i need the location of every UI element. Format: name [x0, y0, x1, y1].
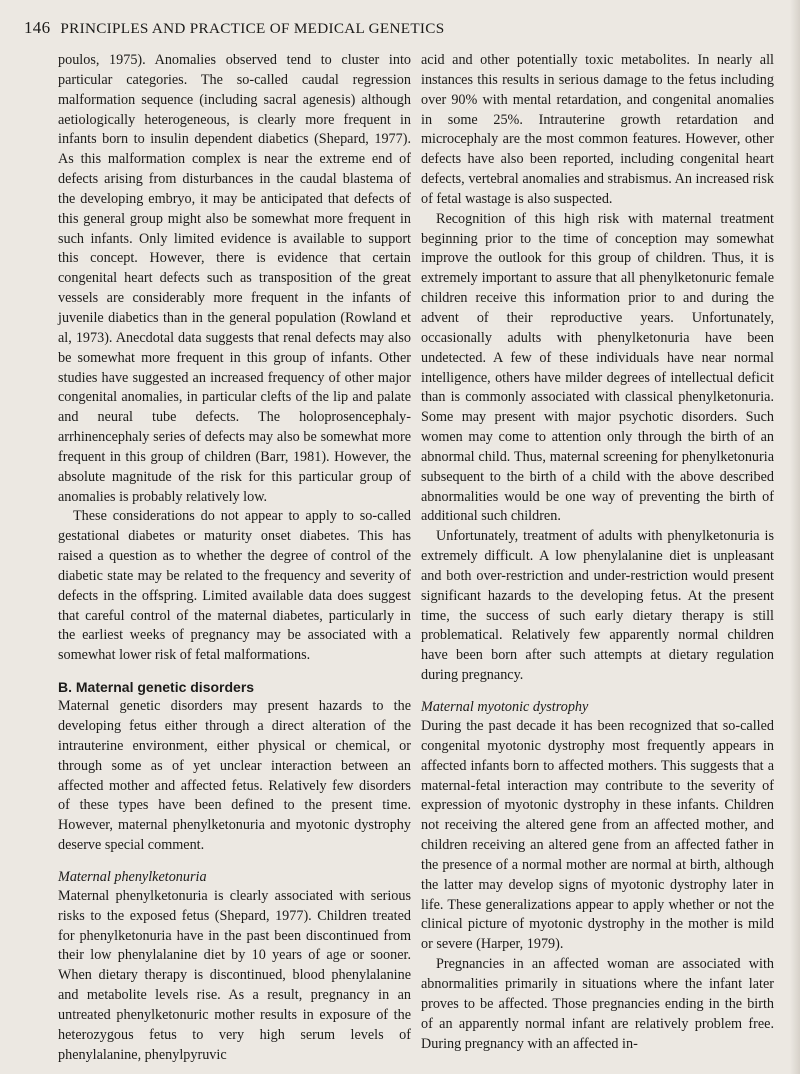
paragraph: Maternal genetic disorders may present hazards to the developing fetus either through a direct alteration of the intrauterine environment, either physical or chemical, or through some as of yet unclear interaction between an affected mother and affected fetus. Relatively few disorders of these types have been defined to the present time. However, maternal phenylketonuria and myotonic dystrophy deserve special comment.: [58, 698, 411, 854]
paragraph: Pregnancies in an affected woman are associated with abnormalities primarily in situations where the infant later proves to be affected. Those pregnancies ending in the birth of an apparently normal infant are relatively problem free. During pregnancy with an affected in-: [421, 956, 774, 1052]
paragraph: Maternal phenylketonuria is clearly associated with serious risks to the exposed fetus (Shepard, 1977). Children treated for phenylketonuria have in the past been discontinued from their low phenylalanine diet by 10 years of age or sooner. When dietary therapy is discontinued, blood phenylalanine and metabolite levels rise. As a result, pregnancy in an untreated phenylketonuric mother results in exposure of the heterozygous fetus to very high serum levels of phenylalanine, phenylpyruvic: [58, 887, 411, 1063]
running-header: [24, 18, 784, 44]
running-title: PRINCIPLES AND PRACTICE OF MEDICAL GENETICS: [60, 20, 445, 37]
subsection-heading: Maternal phenylketonuria: [58, 868, 207, 885]
paragraph: These considerations do not appear to apply to so-called gestational diabetes or maturity onset diabetes. This has raised a question as to whether the degree of control of the diabetic state may be related to the frequency and severity of defects in the offspring. Limited available data does suggest that careful control of the maternal diabetes, particularly in the earliest weeks of pregnancy may be associated with a somewhat lower risk of fetal malformations.: [58, 508, 411, 664]
paragraph: acid and other potentially toxic metabolites. In nearly all instances this results in serious damage to the fetus including over 90% with mental retardation, and congenital anomalies in some 25%. Intrauterine growth retardation and microcephaly are the most common features. However, other defects have also been reported, including congenital heart defects, vertebral anomalies and strabismus. An increased risk of fetal wastage is also suspected.: [421, 52, 774, 207]
page-number: 146: [24, 18, 51, 37]
section-heading: B. Maternal genetic disorders: [58, 679, 255, 696]
paragraph: Unfortunately, treatment of adults with phenylketonuria is extremely difficult. A low phenylalanine diet is unpleasant and both over-restriction and under-restriction would present significant hazards to the developing fetus. At the present time, the success of such early dietary therapy is still problematical. Relatively few apparently normal children have been born after such attempts at dietary regulation during pregnancy.: [421, 528, 774, 684]
paragraph: poulos, 1975). Anomalies observed tend to cluster into particular categories. The so-called caudal regression malformation sequence (including sacral agenesis) although aetiologically heterogeneous, is clearly more frequent in infants born to insulin dependent diabetics (Shepard, 1977). As this malformation complex is near the extreme end of defects arising from disturbances in the caudal blastema of the developing embryo, it may be anticipated that defects of this general group might also be somewhat more frequent in such infants. Only limited evidence is available to support this concept. However, there is evidence that certain congenital heart defects such as transposition of the great vessels are considerably more frequent in the infants of juvenile diabetics than in the general population (Rowland et al, 1973). Anecdotal data suggests that renal defects may also be somewhat more frequent in this group of infants. Other studies have suggested an increased frequency of other major congenital anomalies, in particular clefts of the lip and palate and neural tube defects. The holoprosencephaly-arrhinencephaly series of defects may also be somewhat more frequent in this group of children (Barr, 1981). However, the absolute magnitude of the risk for this particular group of anomalies is probably relatively low.: [58, 52, 411, 505]
paragraph: Recognition of this high risk with maternal treatment beginning prior to the time of conception may somewhat improve the outlook for this group of children. Thus, it is extremely important to assure that all phenylketonuric female children receive this information prior to and during the advent of their reproductive years. Unfortunately, occasionally adults with phenylketonuria have been undetected. A few of these individuals have near normal intelligence, others have milder degrees of intellectual deficit than is commonly associated with classical phenylketonuria. Some may present with major psychotic disorders. Such women may come to attention only through the birth of an abnormal child. Thus, maternal screening for phenylketonuria subsequent to the birth of a child with the above described abnormalities would be one way of preventing the birth of additional such children.: [421, 210, 774, 525]
page-edge-shadow: [790, 0, 800, 1074]
left-column: [58, 51, 411, 1066]
subsection-heading: Maternal myotonic dystrophy: [421, 699, 589, 715]
paragraph: During the past decade it has been recognized that so-called congenital myotonic dystrophy most frequently appears in affected infants born to affected mothers. This suggests that a maternal-fetal interaction may contribute to the severity of expression of myotonic dystrophy in these infants. Children not receiving the altered gene from an affected mother, and children receiving an altered gene from an affected father in the presence of a normal mother are normal at birth, although the latter may develop signs of myotonic dystrophy later in life. These generalizations appear to apply whether or not the clinical picture of myotonic dystrophy in the mother is mild or severe (Harper, 1979).: [421, 718, 774, 953]
right-column: [421, 51, 774, 1054]
